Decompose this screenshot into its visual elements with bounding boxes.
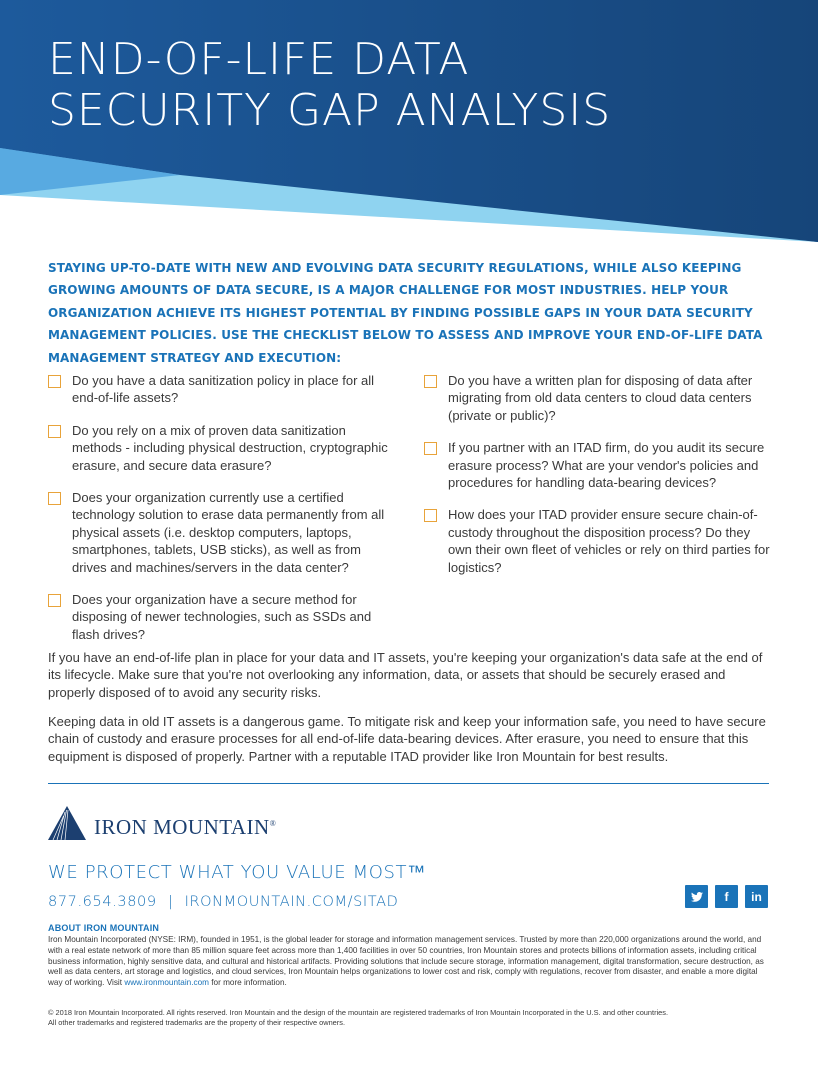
checklist-item-text: Do you have a written plan for disposing of data after migrating from old data centers to cloud data centers (private or public)? xyxy=(448,373,753,423)
twitter-icon xyxy=(691,892,703,902)
checkbox[interactable] xyxy=(48,492,61,505)
checklist-left-column xyxy=(48,372,393,658)
registered-mark: ® xyxy=(269,819,277,828)
mountain-icon xyxy=(48,806,86,842)
checklist-item xyxy=(48,422,393,474)
checklist-item xyxy=(424,439,774,491)
checklist-item-text: How does your ITAD provider ensure secure chain-of-custody throughout the disposition process? Do they own their own fleet of vehicles or rely on third parties for logistics? xyxy=(448,507,770,575)
legal-line-2: All other trademarks and registered trademarks are the property of their respective owners. xyxy=(48,1018,345,1028)
legal-text xyxy=(48,1008,773,1029)
iron-mountain-logo[interactable] xyxy=(48,802,276,842)
contact-line xyxy=(48,894,398,910)
checklist-item xyxy=(424,506,774,576)
checkbox[interactable] xyxy=(48,375,61,388)
facebook-icon: f xyxy=(724,889,729,904)
checklist-item-text: Do you have a data sanitization policy in place for all end-of-life assets? xyxy=(72,373,375,406)
header-banner xyxy=(0,0,818,250)
checkbox[interactable] xyxy=(48,594,61,607)
divider xyxy=(48,783,769,784)
legal-line-1: © 2018 Iron Mountain Incorporated. All rights reserved. Iron Mountain and the design of the mountain are registered trademarks of Iron Mountain Incorporated in the U.S. and other countries. xyxy=(48,1008,669,1017)
checklist-item xyxy=(48,591,393,643)
checkbox[interactable] xyxy=(424,509,437,522)
title-line-1: END-OF-LIFE DATA xyxy=(48,34,470,85)
page-title xyxy=(48,34,611,136)
checklist-item xyxy=(48,489,393,576)
checkbox[interactable] xyxy=(424,442,437,455)
checklist-item xyxy=(424,372,774,424)
linkedin-icon: in xyxy=(751,889,762,904)
logo-wordmark xyxy=(94,815,276,840)
body-paragraph-2: Keeping data in old IT assets is a dangerous game. To mitigate risk and keep your information safe, you need to have secure chain of custody and erasure processes for all end-of-life data-bearing devices. After erasure, you need to ensure that this equipment is disposed of properly. Partner with a reputable ITAD provider like Iron Mountain for best results. xyxy=(48,714,766,764)
about-text xyxy=(48,935,773,989)
about-body: Iron Mountain Incorporated (NYSE: IRM), founded in 1951, is the global leader for storage and information management services. Trusted by more than 220,000 organizations around the world, and with a real estate network of more than 85 million square feet across more than 1,400 facilities in over 50 countries, Iron Mountain stores and protects billions of information assets, including critical business information, highly sensitive data, and cultural and historical artifacts. Providing solutions that include secure storage, information management, digital transformation, secure destruction, as well as data centers, art storage and logistics, and cloud services, Iron Mountain helps organizations to lower cost and risk, comply with regulations, recover from disaster, and enable a more digital way of working. Visit xyxy=(48,935,764,988)
phone-number[interactable]: 877.654.3809 xyxy=(48,894,157,910)
checkbox[interactable] xyxy=(424,375,437,388)
checklist-item-text: Does your organization have a secure method for disposing of newer technologies, such as SSDs and flash drives? xyxy=(72,592,372,642)
about-tail: for more information. xyxy=(211,978,287,988)
checklist-item-text: Do you rely on a mix of proven data sanitization methods - including physical destruction, cryptographic erasure, and secure data erasure? xyxy=(72,422,388,473)
title-line-2: SECURITY GAP ANALYSIS xyxy=(48,85,612,136)
checklist-item xyxy=(48,372,393,407)
checklist-item-text: Does your organization currently use a certified technology solution to erase data permanently from all physical assets (i.e. desktop computers, laptops, smartphones, tablets, USB sticks), as well as from drives and machines/servers in the data center? xyxy=(72,490,385,575)
facebook-button[interactable] xyxy=(715,885,738,908)
about-website-link[interactable]: www.ironmountain.com xyxy=(124,978,209,988)
linkedin-button[interactable] xyxy=(745,885,768,908)
tagline: WE PROTECT WHAT YOU VALUE MOST™ xyxy=(48,862,426,883)
contact-separator: | xyxy=(167,894,174,910)
logo-text: IRON MOUNTAIN xyxy=(94,815,270,839)
website-link[interactable]: IRONMOUNTAIN.COM/SITAD xyxy=(184,894,399,910)
checklist-right-column xyxy=(424,372,774,591)
checkbox[interactable] xyxy=(48,425,61,438)
intro-text: STAYING UP-TO-DATE WITH NEW AND EVOLVING DATA SECURITY REGULATIONS, WHILE ALSO KEEPING GROWING AMOUNTS OF DATA SECURE, IS A MAJOR CHALLENGE FOR MOST INDUSTRIES. HELP YOUR ORGANIZATION ACHIEVE ITS HIGHEST POTENTIAL BY FINDING POSSIBLE GAPS IN YOUR DATA SECURITY MANAGEMENT POLICIES. USE THE CHECKLIST BELOW TO ASSESS AND IMPROVE YOUR END-OF-LIFE DATA MANAGEMENT STRATEGY AND EXECUTION: xyxy=(48,261,763,365)
twitter-button[interactable] xyxy=(685,885,708,908)
about-heading: ABOUT IRON MOUNTAIN xyxy=(48,923,160,933)
checklist-item-text: If you partner with an ITAD firm, do you audit its secure erasure process? What are your vendor's policies and procedures for handling data-bearing devices? xyxy=(448,440,765,491)
body-paragraph-1: If you have an end-of-life plan in place for your data and IT assets, you're keeping your organization's data safe at the end of its lifecycle. Make sure that you're not overlooking any information, data, or assets that should be securely erased and properly disposed of to avoid any security risks. xyxy=(48,650,763,700)
